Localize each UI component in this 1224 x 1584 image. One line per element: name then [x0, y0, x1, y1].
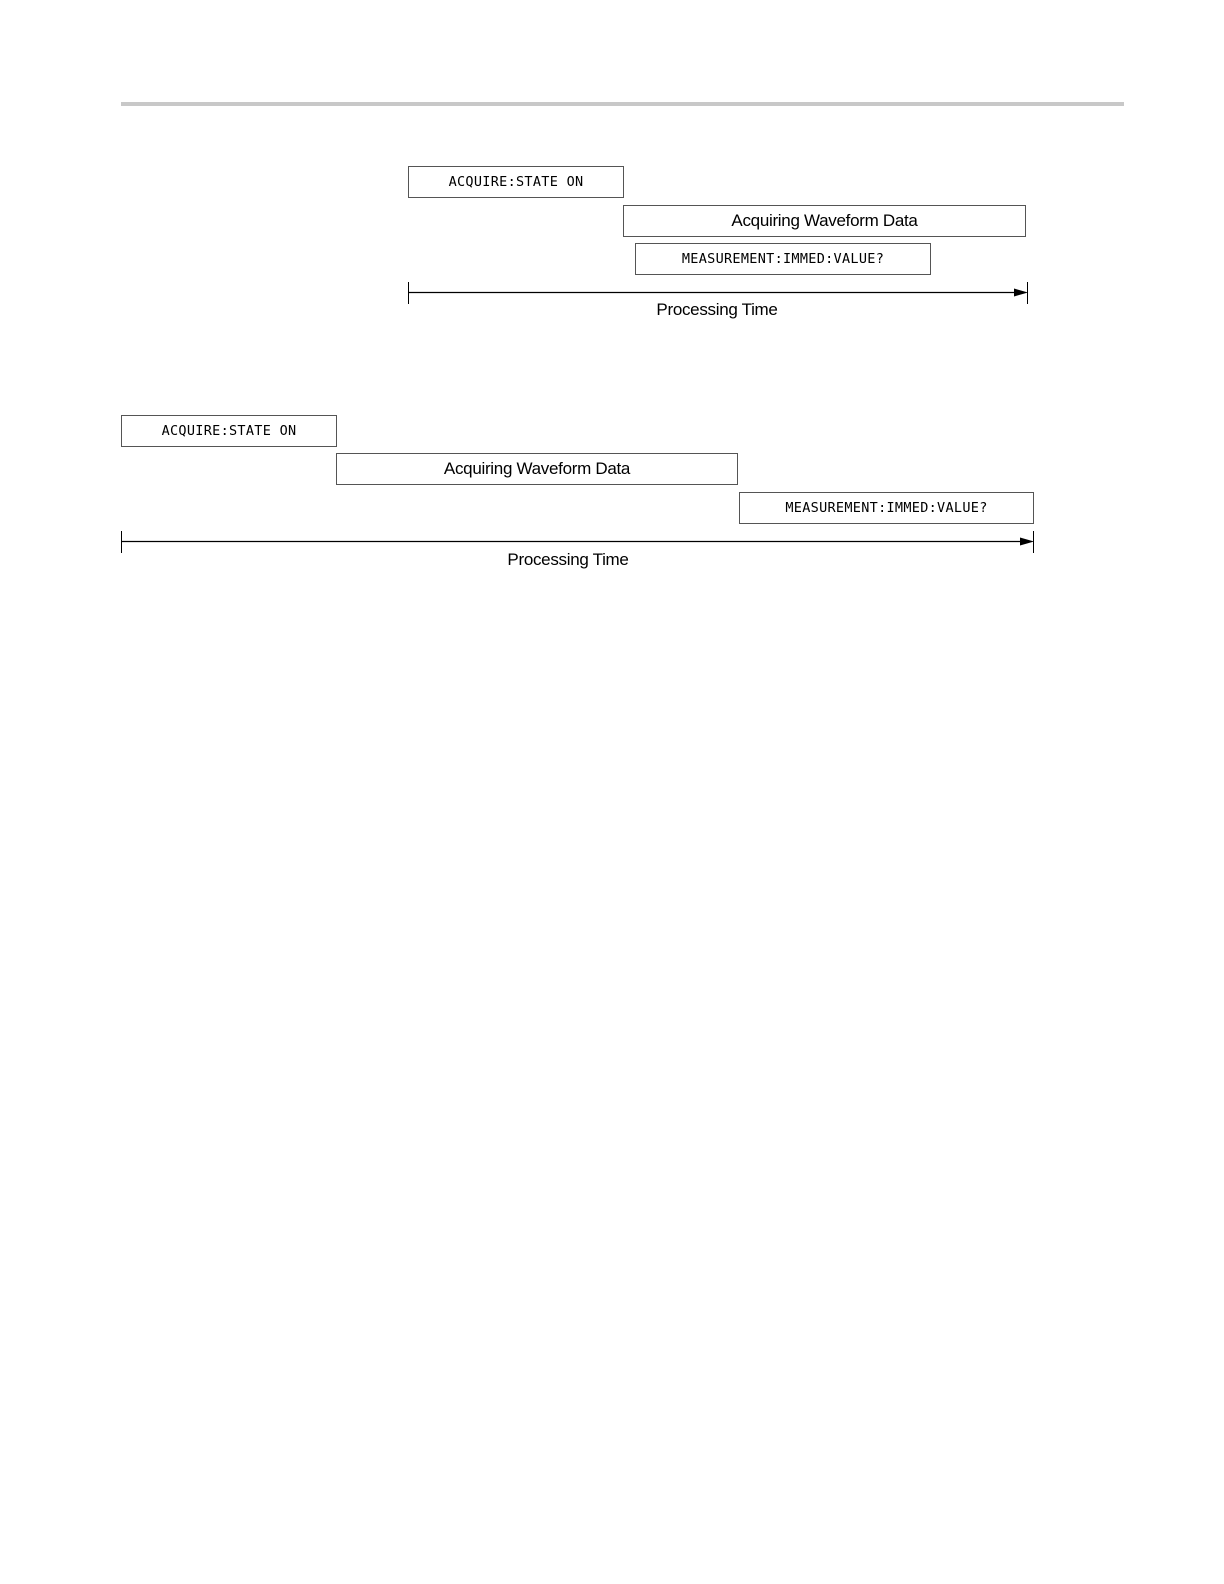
acquiring-waveform-data-text: Acquiring Waveform Data: [443, 459, 631, 478]
acquire-state-on-text: ACQUIRE:STATE ON: [448, 174, 584, 190]
processing-time-label: Processing Time: [507, 550, 629, 569]
measurement-query-text: MEASUREMENT:IMMED:VALUE?: [681, 251, 885, 267]
measurement-query-box: [739, 492, 1034, 524]
processing-time-label: Processing Time: [656, 300, 778, 319]
acquiring-waveform-data-box: [336, 453, 738, 485]
acquiring-waveform-data-text: Acquiring Waveform Data: [731, 211, 918, 230]
acquire-state-on-box: [408, 166, 624, 198]
arrow-head: [1020, 538, 1034, 546]
arrow-head: [1014, 289, 1028, 297]
header-rule: [121, 102, 1124, 106]
measurement-query-box: [635, 243, 931, 275]
acquire-state-on-text: ACQUIRE:STATE ON: [161, 423, 297, 439]
measurement-query-text: MEASUREMENT:IMMED:VALUE?: [785, 500, 988, 516]
acquiring-waveform-data-box: [623, 205, 1026, 237]
acquire-state-on-box: [121, 415, 337, 447]
